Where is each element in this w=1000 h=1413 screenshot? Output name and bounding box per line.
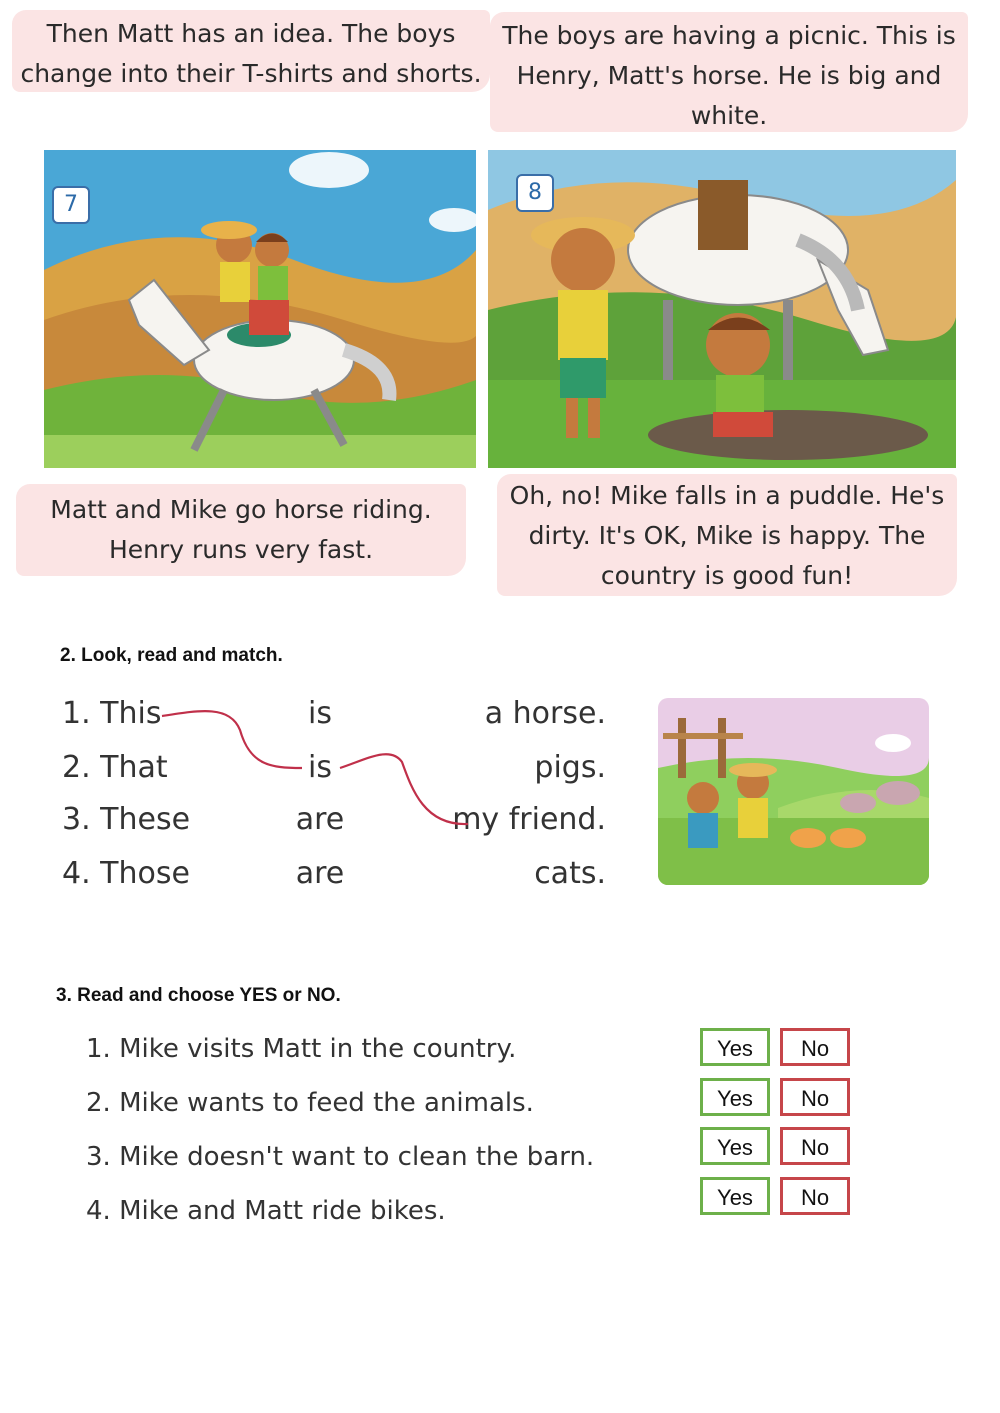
panel-7-number-badge: 7 [52,186,90,224]
no-button[interactable]: No [780,1177,850,1215]
match-verb: is [308,750,332,785]
yes-button[interactable]: Yes [700,1078,770,1116]
match-complement: my friend. [452,802,606,837]
no-button[interactable]: No [780,1127,850,1165]
match-subject: 3. These [62,802,191,837]
match-subject: 4. Those [62,856,190,891]
panel-8-number-badge: 8 [516,174,554,212]
match-complement: cats. [534,856,606,891]
match-verb: is [308,696,332,731]
yes-button[interactable]: Yes [700,1177,770,1215]
question-text: 4. Mike and Matt ride bikes. [86,1196,446,1226]
match-complement: a horse. [484,696,606,731]
match-subject: 2. That [62,750,168,785]
story-panel-7-illustration [44,150,476,468]
no-button[interactable]: No [780,1078,850,1116]
exercise-3-heading: 3. Read and choose YES or NO. [56,985,341,1006]
match-verb: are [295,802,345,837]
story-caption-bottom-right: Oh, no! Mike falls in a puddle. He's dirty. It's OK, Mike is happy. The country is good fun! [497,474,957,596]
story-caption-top-left: Then Matt has an idea. The boys change into their T-shirts and shorts. [12,10,490,92]
match-verb: are [295,856,345,891]
story-caption-bottom-left: Matt and Mike go horse riding. Henry runs very fast. [16,484,466,576]
yes-button[interactable]: Yes [700,1127,770,1165]
exercise-2-heading: 2. Look, read and match. [60,645,283,666]
yes-button[interactable]: Yes [700,1028,770,1066]
no-button[interactable]: No [780,1028,850,1066]
story-caption-top-right: The boys are having a picnic. This is Henry, Matt's horse. He is big and white. [490,12,968,132]
farm-scene-illustration [658,698,929,885]
question-text: 2. Mike wants to feed the animals. [86,1088,534,1118]
match-complement: pigs. [534,750,606,785]
story-panel-8-illustration [488,150,956,468]
match-subject: 1. This [62,696,162,731]
question-text: 3. Mike doesn't want to clean the barn. [86,1142,595,1172]
question-text: 1. Mike visits Matt in the country. [86,1034,517,1064]
